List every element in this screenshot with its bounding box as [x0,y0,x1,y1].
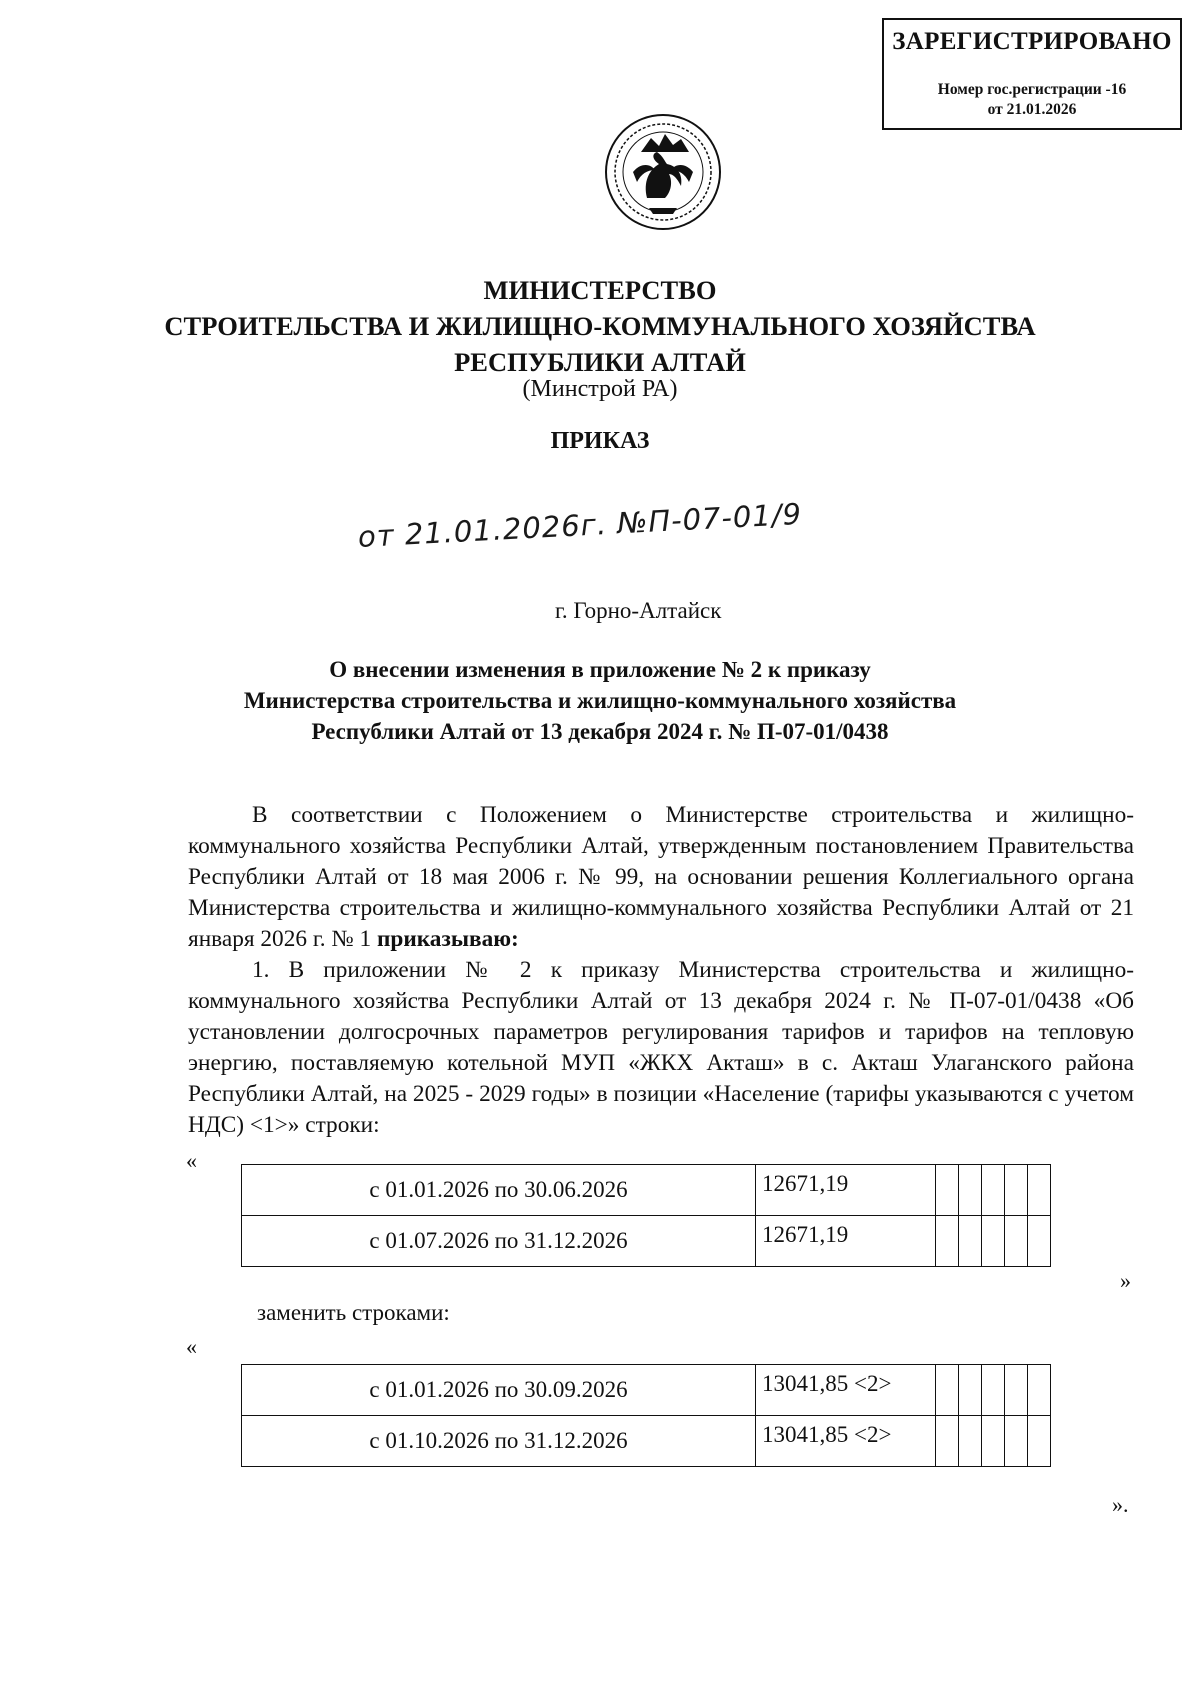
old-rates-table [241,1164,1051,1267]
preamble-text: В соответствии с Положением о Министерстве строительства и жилищно-коммунального хозяйства Республики Алтай, утвержденным постановлением Правительства Республики Алтай от 18 мая 2006 г. № 99, на основании решения Коллегиального органа Министерства строительства и жилищно-коммунального хозяйства Республики Алтай от 21 января 2026 г. № 1 [188,802,1134,952]
table-row [242,1216,1051,1267]
empty-cell [982,1416,1005,1467]
table-row [242,1365,1051,1416]
preamble-order-word: приказываю: [376,926,519,952]
open-quote-1: « [186,1148,197,1173]
empty-cell [959,1416,982,1467]
open-quote-2: « [186,1334,197,1359]
preamble-paragraph [188,800,1134,955]
empty-cell [936,1165,959,1216]
ministry-line-1: МИНИСТЕРСТВО [483,275,717,305]
value-cell: 13041,85 <2> [756,1365,936,1416]
empty-cell [1028,1416,1051,1467]
subject-line-2: Министерства строительства и жилищно-коммунального хозяйства [243,688,957,713]
registration-number: Номер гос.регистрации -16 [937,81,1127,98]
document-type: ПРИКАЗ [550,428,650,454]
table-row [242,1165,1051,1216]
new-rates-table [241,1364,1051,1467]
ministry-line-3: РЕСПУБЛИКИ АЛТАЙ [454,347,746,377]
city: г. Горно-Алтайск [555,598,722,623]
ministry-short-name: (Минстрой РА) [522,376,678,402]
empty-cell [1028,1165,1051,1216]
empty-cell [982,1216,1005,1267]
period-cell: с 01.01.2026 по 30.09.2026 [242,1365,756,1416]
empty-cell [959,1216,982,1267]
empty-cell [1028,1216,1051,1267]
value-cell: 12671,19 [756,1165,936,1216]
close-quote-1: » [1120,1268,1131,1293]
empty-cell [982,1365,1005,1416]
order-body [188,800,1134,1141]
period-cell: с 01.07.2026 по 31.12.2026 [242,1216,756,1267]
value-cell: 12671,19 [756,1216,936,1267]
coat-of-arms-icon [603,112,723,232]
empty-cell [1005,1165,1028,1216]
empty-cell [936,1416,959,1467]
empty-cell [936,1365,959,1416]
subject-line-3: Республики Алтай от 13 декабря 2024 г. № П-07-01/0438 [311,719,889,744]
registration-stamp-title: ЗАРЕГИСТРИРОВАНО [892,28,1172,55]
ministry-line-2: СТРОИТЕЛЬСТВА И ЖИЛИЩНО-КОММУНАЛЬНОГО ХОЗЯЙСТВА [164,311,1036,341]
handwritten-date-number: от 21.01.2026г. №П-07-01/9 [357,496,803,554]
empty-cell [959,1365,982,1416]
registration-date: от 21.01.2026 [987,101,1077,118]
empty-cell [982,1165,1005,1216]
replace-label: заменить строками: [257,1300,450,1325]
value-cell: 13041,85 <2> [756,1416,936,1467]
empty-cell [1005,1416,1028,1467]
registration-stamp [882,18,1182,130]
empty-cell [959,1165,982,1216]
close-quote-2: ». [1112,1492,1129,1517]
clause-1-paragraph: 1. В приложении № 2 к приказу Министерства строительства и жилищно-коммунального хозяйства Республики Алтай от 13 декабря 2024 г. № П-07-01/0438 «Об установлении долгосрочных параметров регулирования тарифов и тарифов на тепловую энергию, поставляемую котельной МУП «ЖКХ Акташ» в с. Акташ Улаганского района Республики Алтай, на 2025 - 2029 годы» в позиции «Население (тарифы указываются с учетом НДС) <1>» строки: [188,957,1134,1138]
empty-cell [1005,1216,1028,1267]
empty-cell [936,1216,959,1267]
subject-line-1: О внесении изменения в приложение № 2 к приказу [329,657,871,682]
empty-cell [1005,1365,1028,1416]
order-subject [0,654,1200,747]
table-row [242,1416,1051,1467]
period-cell: с 01.10.2026 по 31.12.2026 [242,1416,756,1467]
period-cell: с 01.01.2026 по 30.06.2026 [242,1165,756,1216]
ministry-name [0,272,1200,380]
empty-cell [1028,1365,1051,1416]
